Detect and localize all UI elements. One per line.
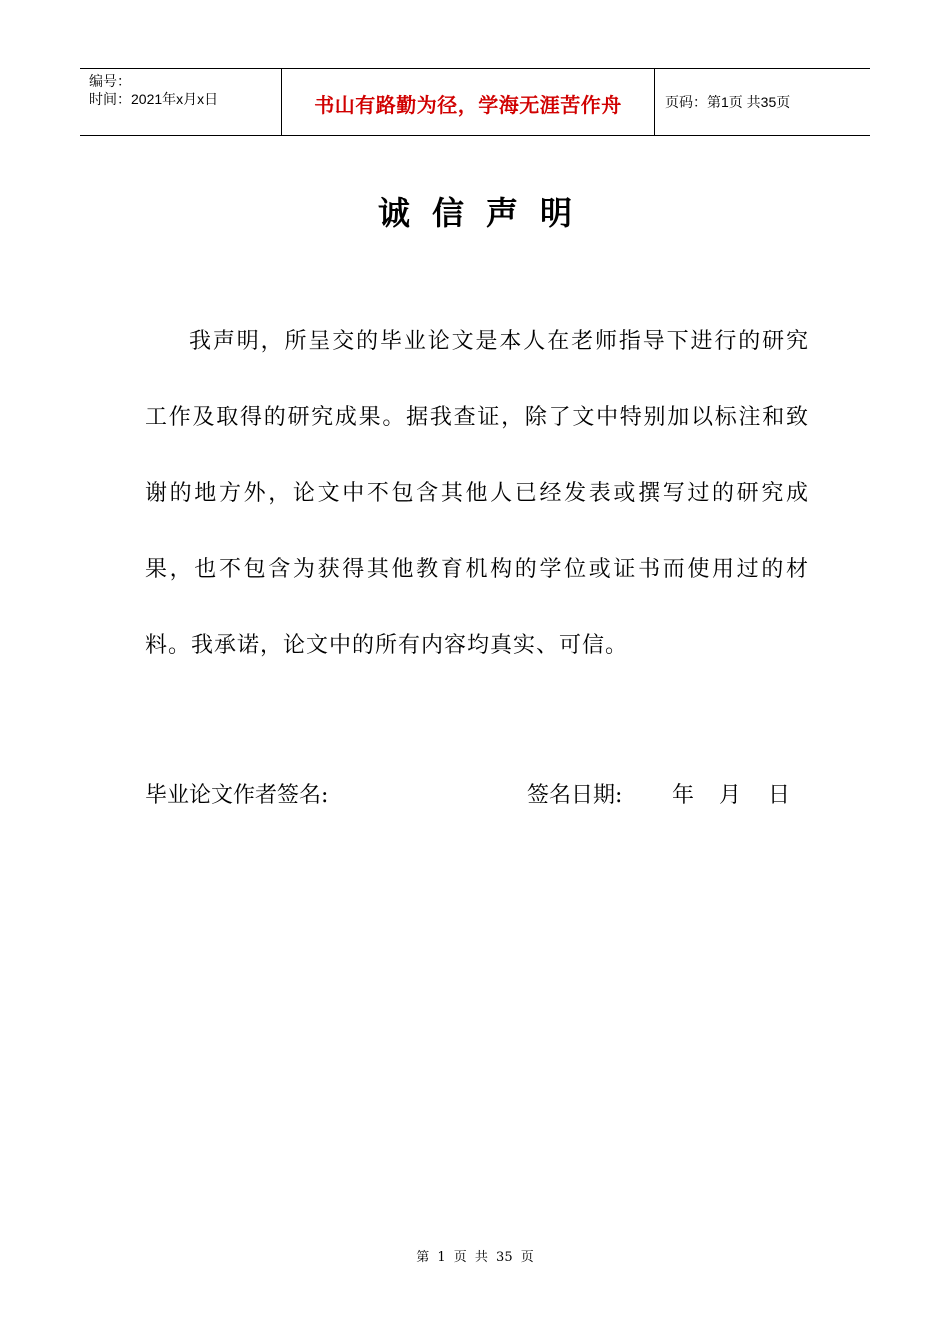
author-signature-label: 毕业论文作者签名: (145, 783, 329, 808)
declaration-paragraph: 我声明，所呈交的毕业论文是本人在老师指导下进行的研究工作及取得的研究成果。据我查证，除了文中特别加以标注和致谢的地方外，论文中不包含其他人已经发表或撰写过的研究成果，也不包含为获得其他教育机构的学位或证书而使用过的材料。我承诺，论文中的所有内容均真实、可信。 (145, 329, 809, 658)
page-title: 诚信声明 (377, 194, 594, 232)
document-time-label: 时间：2021年x月x日 (89, 91, 219, 107)
date-month-label: 月 (719, 783, 742, 808)
header-page-info: 页码：第1页 共35页 (665, 94, 791, 110)
header-page-cell (655, 69, 870, 135)
date-year-label: 年 (672, 783, 695, 808)
header-meta-cell (80, 69, 282, 135)
header-motto-cell (282, 69, 655, 135)
signature-date-label: 签名日期: (527, 783, 623, 808)
document-number-label: 编号： (89, 73, 131, 89)
header-motto: 书山有路勤为径，学海无涯苦作舟 (314, 92, 622, 117)
date-day-label: 日 (768, 783, 791, 808)
page-footer: 第 1 页 共 35 页 (416, 1250, 534, 1265)
document-header (80, 68, 870, 136)
signature-row (145, 778, 809, 814)
